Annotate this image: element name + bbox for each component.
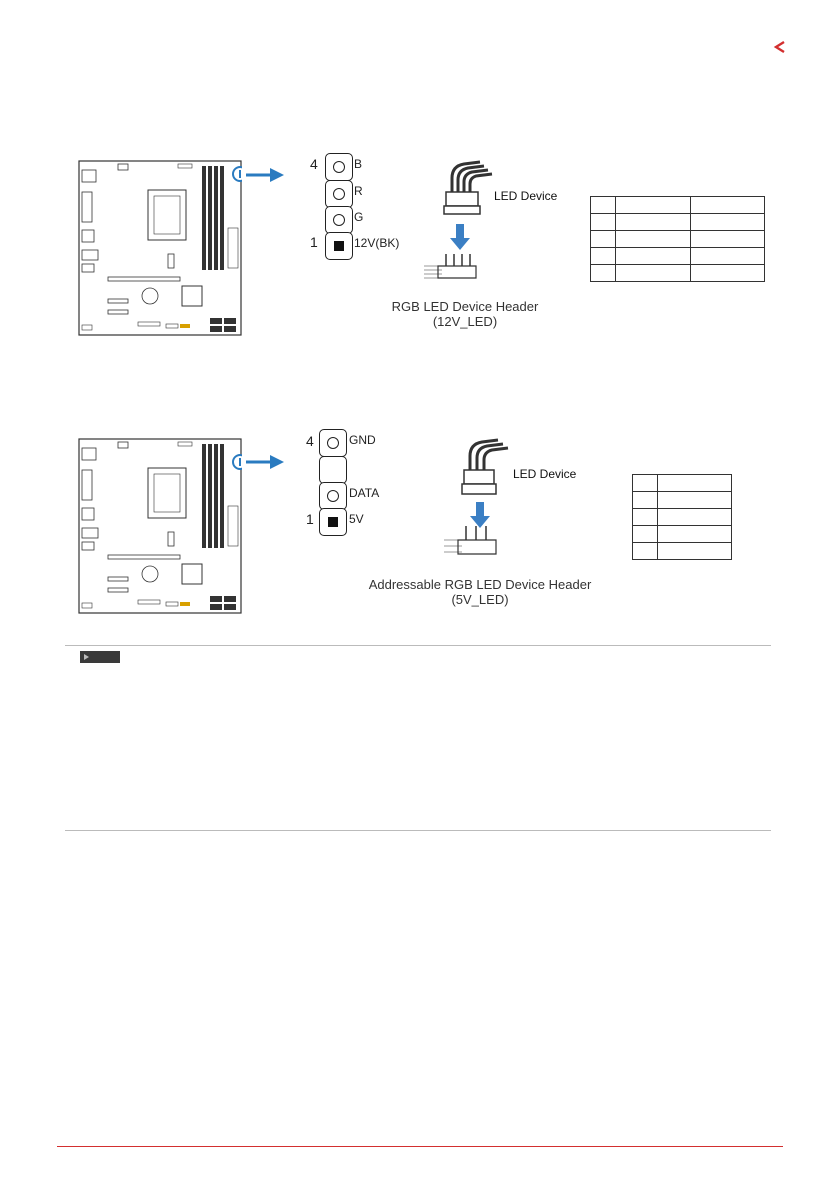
- pin-2-12v: [325, 206, 353, 234]
- led-device-label-5v: LED Device: [513, 467, 577, 481]
- pin-number-4: 4: [310, 156, 318, 172]
- table-row: [633, 526, 732, 543]
- pin-4-5v: [319, 429, 347, 457]
- led-device-label-12v: LED Device: [494, 189, 558, 203]
- pin-label-gnd: GND: [349, 433, 376, 447]
- pin-label-r: R: [354, 184, 363, 198]
- pin-label-b: B: [354, 157, 363, 171]
- footer-divider: [57, 1146, 783, 1147]
- table-row: [591, 197, 765, 214]
- pin-2-5v: [319, 482, 347, 510]
- pin-1-5v: [319, 508, 347, 536]
- page-nav-arrow-icon[interactable]: [773, 40, 787, 54]
- table-row: [591, 265, 765, 282]
- pin-4-12v: [325, 153, 353, 181]
- table-row: [633, 509, 732, 526]
- pin-label-5v: 5V: [349, 512, 364, 526]
- pin-number-4: 4: [306, 433, 314, 449]
- caption-5v-line2: (5V_LED): [451, 592, 509, 607]
- motherboard-diagram-12v: [78, 160, 242, 336]
- pin-number-1: 1: [310, 234, 318, 250]
- table-row: [633, 475, 732, 492]
- callout-arrow-icon: [246, 166, 286, 184]
- caption-12v-line2: (12V_LED): [432, 314, 498, 329]
- pin-number-1: 1: [306, 511, 314, 527]
- pin-1-12v: [325, 232, 353, 260]
- led-device-connector-12v: [418, 158, 508, 298]
- note-tag-icon: [80, 651, 120, 663]
- pin-label-g: G: [354, 210, 364, 224]
- pin-3-5v: [319, 456, 347, 484]
- note-bottom-divider: [65, 830, 771, 831]
- led-device-connector-5v: [440, 436, 530, 576]
- pin-table-12v: [590, 196, 765, 282]
- callout-arrow-icon: [246, 453, 286, 471]
- caption-5v-line1: Addressable RGB LED Device Header: [368, 577, 592, 592]
- table-row: [633, 492, 732, 509]
- table-row: [591, 231, 765, 248]
- pin-label-data: DATA: [349, 486, 380, 500]
- pin-3-12v: [325, 180, 353, 208]
- caption-12v-line1: RGB LED Device Header: [391, 299, 539, 314]
- pin-label-12v: 12V(BK): [354, 236, 400, 250]
- pin-table-5v: [632, 474, 732, 560]
- table-row: [633, 543, 732, 560]
- table-row: [591, 214, 765, 231]
- motherboard-diagram-5v: [78, 438, 242, 614]
- table-row: [591, 248, 765, 265]
- note-top-divider: [65, 645, 771, 646]
